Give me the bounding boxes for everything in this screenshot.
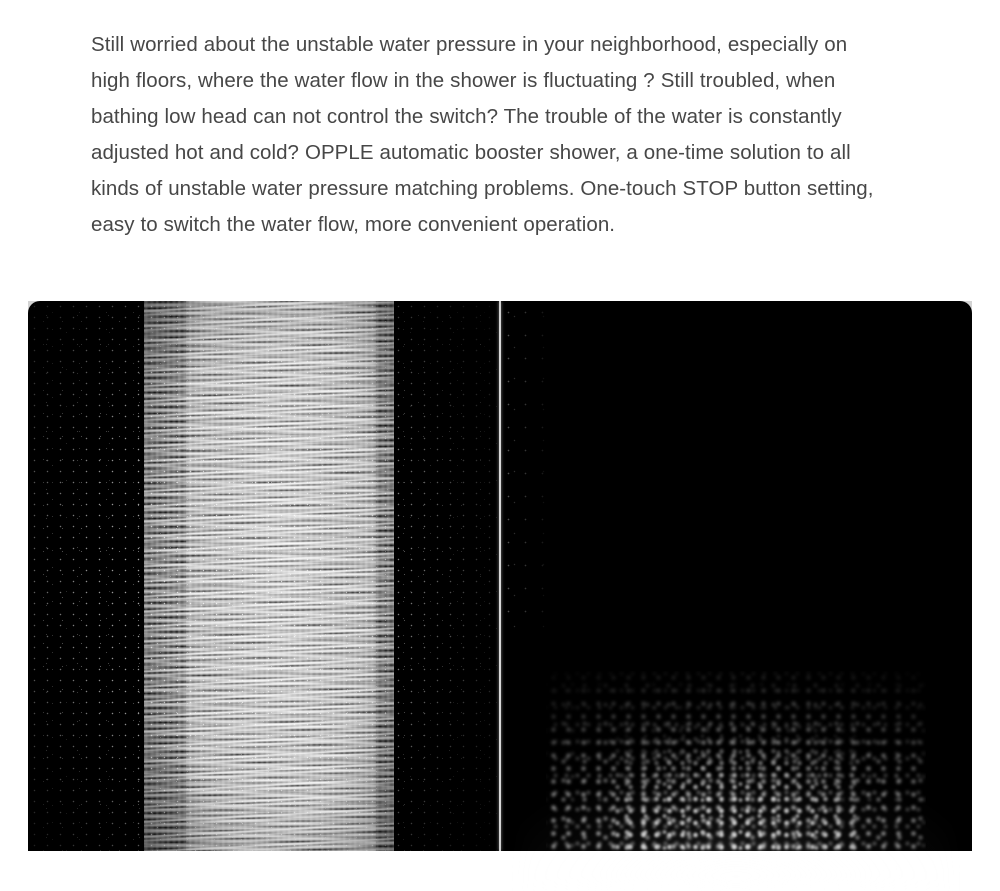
panel-divider (499, 301, 501, 851)
seam-droplets (500, 301, 560, 631)
jet-bright-center (186, 268, 376, 884)
product-description-text (91, 27, 891, 243)
description-paragraph: Still worried about the unstable water pressure in your neighborhood, especially on high floors, where the water flow in the shower is fluctuating ? Still troubled, when bathing low head can not control the switch? The trouble of the water is constantly adjusted hot and cold? OPPLE automatic booster shower, a one-time solution to all kinds of unstable water pressure matching problems. One-touch STOP button setting, easy to switch the water flow, more convenient operation. (91, 33, 874, 236)
fan-spray-core (611, 721, 861, 871)
dense-jet-spray-panel (28, 301, 500, 851)
fan-spray-panel (500, 301, 972, 851)
page-title-clipped (0, 0, 1000, 12)
page-title (60, 0, 940, 6)
shower-spray-comparison-photo (28, 301, 972, 851)
